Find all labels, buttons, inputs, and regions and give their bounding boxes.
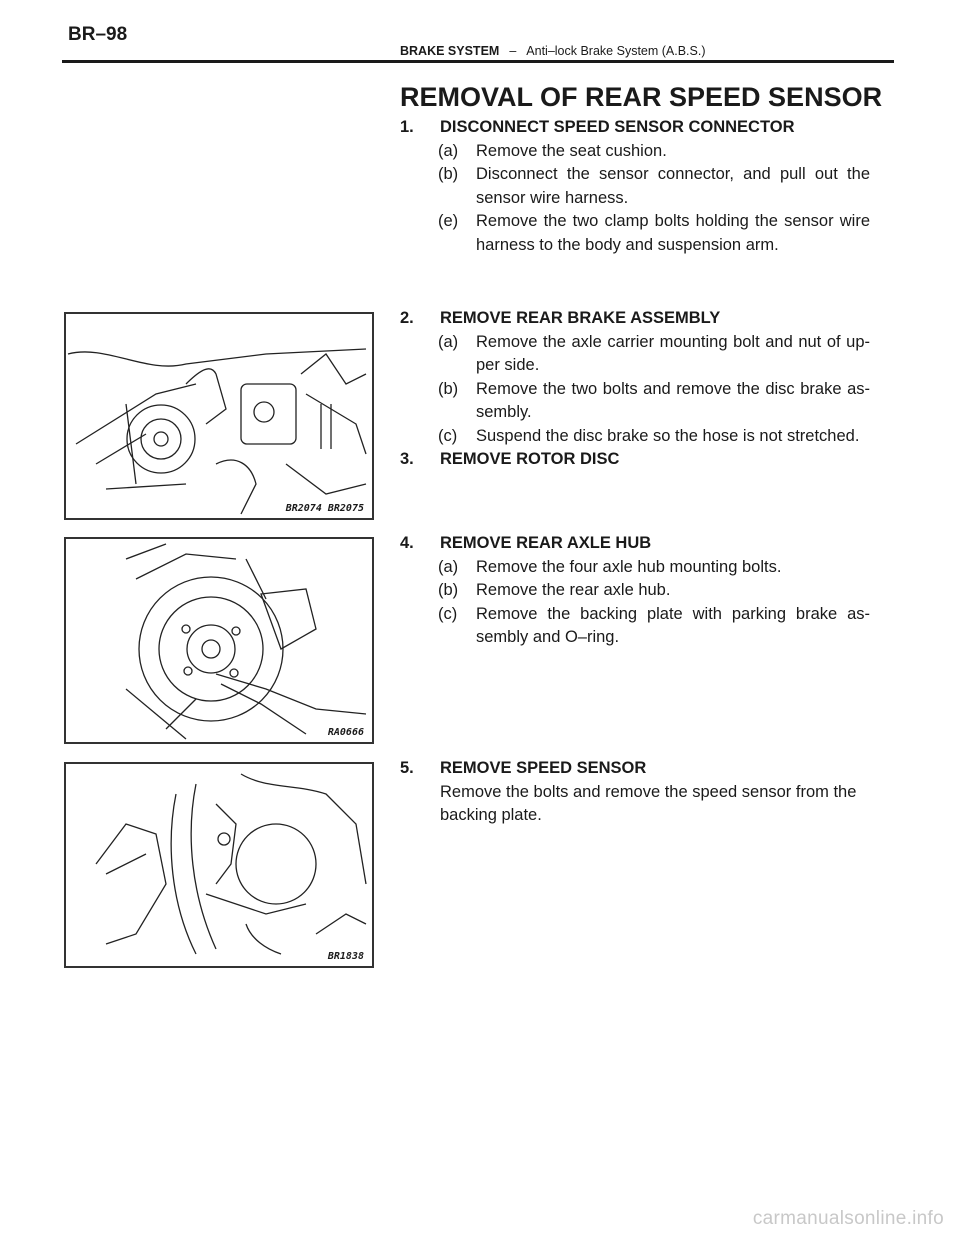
substep — [400, 556, 870, 580]
substep-letter: (a) — [438, 141, 459, 160]
step-title: DISCONNECT SPEED SENSOR CONNECTOR — [440, 118, 795, 136]
step-number: 5. — [400, 759, 414, 777]
step-title: REMOVE SPEED SENSOR — [440, 759, 647, 777]
running-head — [400, 44, 706, 58]
step-heading — [400, 448, 870, 472]
speed-sensor-illustration-icon — [66, 764, 372, 966]
rear-axle-hub-illustration-icon — [66, 539, 372, 742]
subsection-name: Anti–lock Brake System (A.B.S.) — [526, 44, 706, 58]
step-title: REMOVE ROTOR DISC — [440, 450, 620, 468]
header-separator: – — [509, 44, 517, 58]
substep — [400, 425, 870, 449]
page-title: REMOVAL OF REAR SPEED SENSOR — [400, 82, 883, 112]
substep-letter: (c) — [438, 426, 458, 445]
substep-text: Disconnect the sensor connector, and pull out the sensor wire harness. — [476, 165, 870, 207]
step-number: 1. — [400, 118, 414, 136]
watermark: carmanualsonline.info — [752, 1208, 944, 1229]
figure-code: BR1838 — [327, 951, 364, 962]
substep-text: Remove the seat cushion. — [476, 141, 667, 160]
header-rule — [62, 60, 894, 63]
step-title: REMOVE REAR BRAKE ASSEMBLY — [440, 309, 721, 327]
rear-brake-assembly-figure — [64, 312, 374, 520]
substep-letter: (a) — [438, 557, 459, 576]
substep — [400, 163, 870, 210]
substep — [400, 331, 870, 378]
substep-letter: (e) — [438, 212, 459, 230]
step-heading — [400, 116, 870, 140]
step-4 — [400, 532, 870, 650]
substep — [400, 378, 870, 425]
step-number: 3. — [400, 450, 414, 468]
step-heading — [400, 757, 870, 781]
step-number: 2. — [400, 309, 414, 327]
step-1 — [400, 116, 870, 257]
substep-letter: (c) — [438, 604, 458, 623]
page-number: BR–98 — [68, 24, 128, 45]
step-heading — [400, 532, 870, 556]
substep — [400, 210, 870, 257]
section-name: BRAKE SYSTEM — [400, 44, 500, 58]
substep-text: Remove the backing plate with parking brake as-sembly and O–ring. — [476, 604, 870, 646]
substep-text: Remove the four axle hub mounting bolts. — [476, 557, 782, 576]
substep-letter: (b) — [438, 165, 459, 183]
step-paragraph: Remove the bolts and remove the speed sensor from the backing plate. — [440, 782, 857, 824]
figure-code: RA0666 — [327, 727, 364, 738]
rear-brake-assembly-illustration-icon — [66, 314, 372, 518]
substep-letter: (a) — [438, 332, 459, 351]
substep-text: Remove the rear axle hub. — [476, 581, 671, 599]
step-heading — [400, 307, 870, 331]
step-number: 4. — [400, 534, 414, 552]
substep-text: Suspend the disc brake so the hose is not stretched. — [476, 426, 860, 445]
substep — [400, 579, 870, 603]
substep-text: Remove the two bolts and remove the disc brake as-sembly. — [476, 379, 870, 421]
substep-letter: (b) — [438, 379, 459, 398]
substep — [400, 603, 870, 650]
step-title: REMOVE REAR AXLE HUB — [440, 534, 652, 552]
figure-code: BR2074 BR2075 — [285, 503, 364, 514]
substep-text: Remove the two clamp bolts holding the sensor wire harness to the body and suspension arm. — [476, 212, 870, 254]
step-2 — [400, 307, 870, 472]
speed-sensor-figure — [64, 762, 374, 968]
substep-letter: (b) — [438, 581, 459, 599]
substep — [400, 140, 870, 164]
step-5 — [400, 757, 870, 828]
rear-axle-hub-figure — [64, 537, 374, 744]
substep-text: Remove the axle carrier mounting bolt and nut of up-per side. — [476, 332, 870, 374]
